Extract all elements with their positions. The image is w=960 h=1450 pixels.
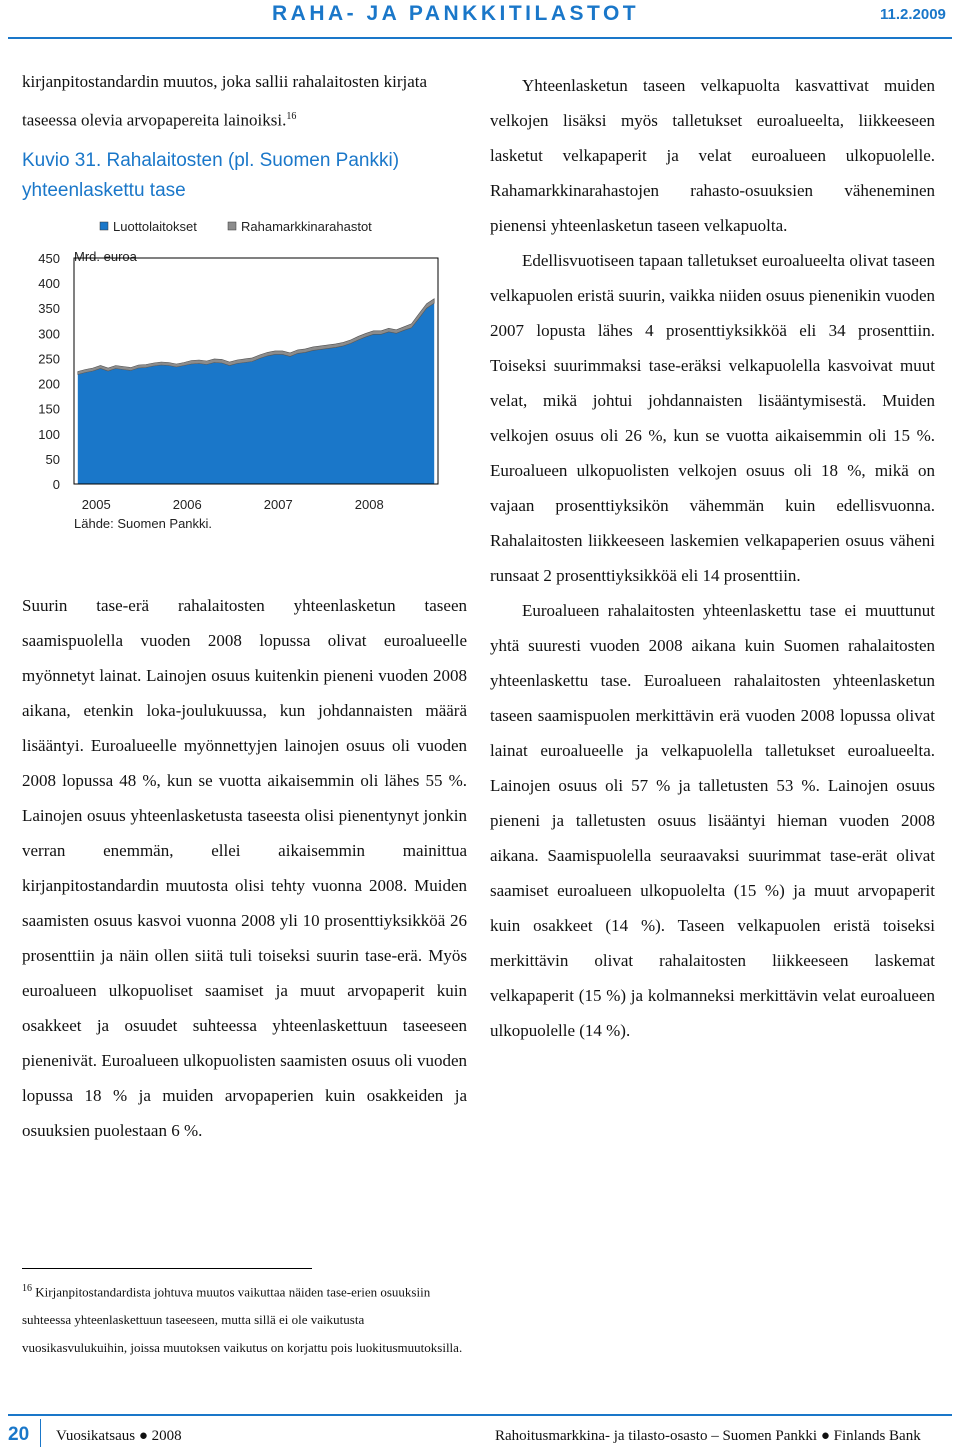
y-tick-label: 450 [38,251,60,266]
chart-legend [100,219,372,234]
footnote [22,1275,467,1362]
chart-series [78,299,434,484]
right-paragraph-3: Euroalueen rahalaitosten yhteenlaskettu tase ei muuttunut yhtä suuresti vuoden 2008 aikana kuin Suomen rahalaitosten yhteenlaskettu tase. Euroalueen rahalaitosten yhteenlasketun taseen saamispuolen merkittävin erä vuoden 2008 lopussa olivat lainat euroalueelle ja velkapuolella talletukset euroalueelta. Lainojen osuus oli 57 % ja talletusten 53 %. Lainojen osuus pieneni ja talletusten osuus lisääntyi hieman vuoden 2008 aikana. Saamispuolella seuraavaksi suurimmat tase-erät olivat saamiset euroalueen ulkopuolelta (15 %) ja muut arvopaperit kuin osakkeet (14 %). Taseen velkapuolen eristä toiseksi merkittävin olivat rahalaitosten liikkeeseen laskemat velkapaperit (15 %) ja kolmanneksi merkittävin velat euroalueen ulkopuolelle (14 %). [490,601,935,1040]
chart-y-axis [38,251,60,492]
y-tick-label: 0 [52,477,60,492]
header-title: RAHA- JA PANKKITILASTOT [272,2,640,25]
y-tick-label: 50 [45,451,60,467]
page-number: 20 [8,1424,30,1445]
right-paragraph-2: Edellisvuotiseen tapaan talletukset euroalueelta olivat taseen velkapuolen eristä suurin, vaikka niiden osuus pienenikin vuoden 2007 lopusta lähes 4 prosenttiyksikköä eli 34 prosenttiin. Toiseksi suurimmaksi tase-eräksi velkapuolella kasvoivat muut velat, mikä johtui johdannaisten lisääntymisestä. Muiden velkojen osuus oli 26 %, kun se vuotta aikaisemmin oli 15 %. Euroalueen ulkopuolisten velkojen osuus oli 18 %, mikä on vajaan prosenttiyksikön vähemmän kuin edellisvuonna. Rahalaitosten liikkeeseen laskemien velkapaperien osuus väheni runsaat 2 prosenttiyksikköä eli 14 prosenttiin. [490,251,935,585]
footer-bank-2: Finlands Bank [833,1428,921,1444]
x-tick-label: 2007 [263,497,293,512]
footer-department: Rahoitusmarkkina- ja tilasto-osasto [495,1428,708,1444]
chart-source: Lähde: Suomen Pankki. [74,516,213,531]
x-tick-label: 2005 [81,497,111,512]
right-column [490,68,935,1048]
legend-label: Luottolaitokset [113,219,197,234]
chart-x-axis [82,497,384,512]
header-rule [8,37,952,39]
footer-right [495,1428,921,1445]
legend-swatch [100,222,108,230]
right-paragraph-1: Yhteenlasketun taseen velkapuolta kasvattivat muiden velkojen lisäksi myös talletukset euroalueelta, liikkeeseen lasketut velkapaperit ja velat euroalueen ulkopuolelle. Rahamarkkinarahastojen rahasto-osuuksien väheneminen pienensi yhteenlasketun taseen velkapuolta. [490,76,935,235]
footer-rule [8,1414,952,1416]
y-tick-label: 300 [38,326,60,342]
footer-publication: Vuosikatsaus [56,1428,136,1444]
footer-divider [40,1419,41,1447]
footnote-rule [22,1268,312,1269]
footnote-number: 16 [22,1283,32,1294]
y-tick-label: 250 [38,351,60,367]
left-body-paragraph: Suurin tase-erä rahalaitosten yhteenlasketun taseen saamispuolella vuoden 2008 lopussa olivat euroalueelle myönnetyt lainat. Lainojen osuus kuitenkin pieneni vuoden 2008 aikana, etenkin loka-joulukuussa, kun johdannaisten määrä lisääntyi. Euroalueelle myönnettyjen lainojen osuus oli vuoden 2008 lopussa 48 %, kun se vuotta aikaisemmin oli lähes 55 %. Lainojen osuus yhteenlasketusta taseesta olisi pienentynyt jonkin verran enemmän, ellei aikaisemmin mainittua kirjanpitostandardin muutosta olisi tehty vuonna 2008. Muiden saamisten osuus kasvoi vuonna 2008 yli 10 prosenttiyksikköä 26 prosenttiin ja näin ollen siitä tuli toiseksi suurin tase-erä. Myös euroalueen ulkopuoliset saamiset ja muut arvopaperit kuin osakkeet ja osuudet suhteessa yhteenlaskettuun taseeseen pienenivät. Euroalueen ulkopuolisten saamisten osuus oli vuoden lopussa 18 % ja muiden arvopaperien kuin osakkeiden ja osuuksien puolestaan 6 %. [22,596,467,1140]
chart-unit-label: Mrd. euroa [74,249,137,264]
area-luottolaitokset [78,303,434,484]
footer-year: 2008 [151,1428,182,1444]
y-tick-label: 100 [38,426,60,442]
y-tick-label: 400 [38,276,60,292]
footer-dash: – [711,1428,719,1444]
left-body [22,588,467,1148]
bullet-icon: ● [138,1428,148,1444]
x-tick-label: 2008 [354,497,384,512]
footer-bank-1: Suomen Pankki [722,1428,818,1444]
footnote-ref: 16 [286,111,297,122]
balance-sheet-chart [18,214,458,534]
footer-left [56,1428,182,1445]
left-intro-text: kirjanpitostandardin muutos, joka sallii rahalaitosten kirjata taseessa olevia arvopapereita lainoiksi. [22,72,428,130]
y-tick-label: 350 [38,301,60,317]
footnote-text: Kirjanpitostandardista johtuva muutos vaikuttaa näiden tase-erien osuuksiin suhteessa yhteenlaskettuun taseeseen, mutta sillä ei ole vaikutusta vuosikasvulukuihin, joissa muutoksen vaikutus on korjattu pois luokitusmuutoksilla. [22,1284,463,1356]
y-tick-label: 200 [38,376,60,392]
legend-swatch [228,222,236,230]
legend-label: Rahamarkkinarahastot [241,219,372,234]
bullet-icon: ● [820,1428,830,1444]
figure-title: Kuvio 31. Rahalaitosten (pl. Suomen Pankki) yhteenlaskettu tase [22,150,400,201]
y-tick-label: 150 [38,401,60,417]
header-date: 11.2.2009 [880,6,946,23]
left-intro [22,64,467,138]
x-tick-label: 2006 [172,497,202,512]
